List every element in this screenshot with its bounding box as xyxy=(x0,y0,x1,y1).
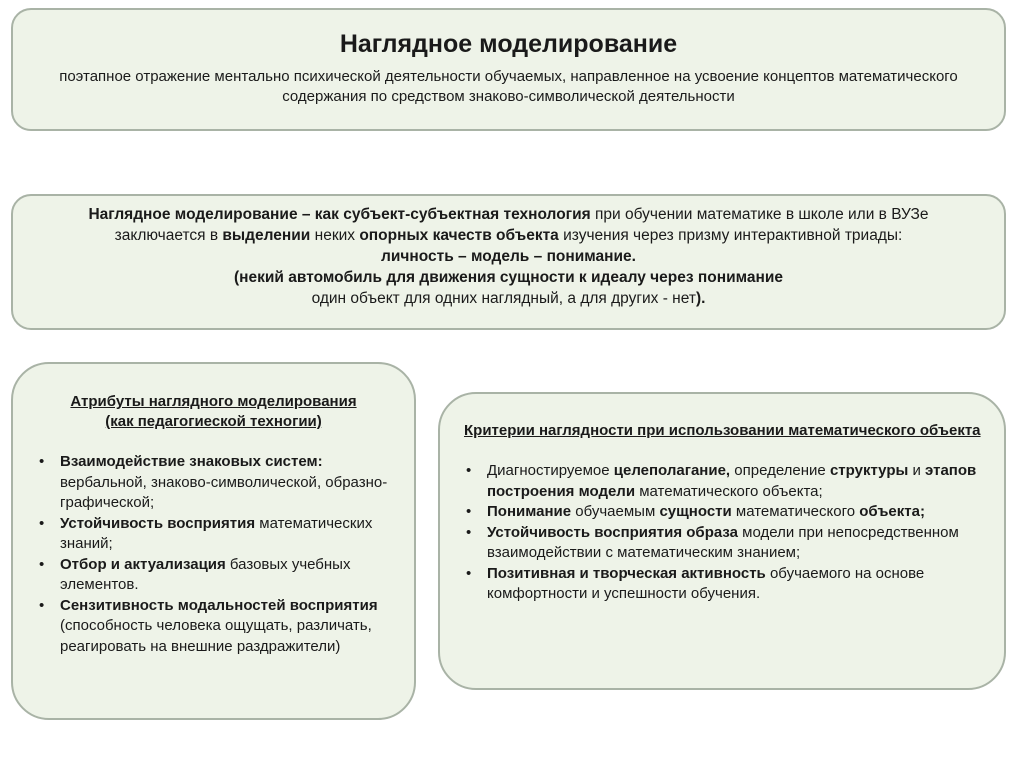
list-item xyxy=(466,502,978,523)
item-text: базовых учебных элементов. xyxy=(60,555,351,593)
tech-term: ). xyxy=(695,290,706,307)
attributes-heading xyxy=(13,392,414,432)
list-item xyxy=(39,452,388,514)
bullet-icon: • xyxy=(39,596,45,614)
item-bold: Сензитивность модальностей восприятия xyxy=(60,596,378,614)
item-text: обучаемого на основе комфортности и успешности обучения. xyxy=(487,564,925,602)
bullet-icon: • xyxy=(466,564,472,582)
bullet-icon: • xyxy=(466,462,472,479)
item-text: математических знаний; xyxy=(60,514,373,552)
tech-term: Наглядное моделирование – как субъект-субъектная технология xyxy=(88,206,591,223)
criteria-heading: Критерии наглядности при использовании математического объекта xyxy=(464,422,981,439)
item-bold: объекта; xyxy=(859,503,925,520)
list-item xyxy=(466,461,978,502)
definition-text: поэтапное отражение ментально психической деятельности обучаемых, направленное на усвоение концептов математического содержания по средством знаково-символической деятельности xyxy=(59,68,958,105)
bullet-icon: • xyxy=(466,503,472,520)
tech-text: неких xyxy=(310,227,360,244)
item-text: математического xyxy=(731,503,860,520)
bullet-icon: • xyxy=(466,523,472,541)
item-bold: Отбор и актуализация xyxy=(60,555,226,573)
item-text: и xyxy=(908,462,926,479)
item-bold: целеполагание, xyxy=(613,462,731,479)
tech-text: заключается в xyxy=(114,227,223,244)
list-item xyxy=(466,564,978,605)
item-text: определение xyxy=(730,462,830,479)
criteria-list xyxy=(466,461,978,605)
item-text: обучаемым xyxy=(571,503,660,520)
item-bold: структуры xyxy=(829,462,909,479)
item-text: вербальной, знаково-символической, образно-графической; xyxy=(60,473,388,511)
attributes-panel xyxy=(11,362,416,720)
list-item xyxy=(466,523,978,564)
item-text: (способность человека ощущать, различать, реагировать на внешние раздражители) xyxy=(60,617,372,655)
list-item xyxy=(39,596,388,658)
item-text: математического объекта; xyxy=(635,482,823,500)
attributes-list xyxy=(39,452,388,657)
tech-text: при обучении математике в школе или в ВУЗе xyxy=(590,206,929,223)
item-bold: Понимание xyxy=(487,503,572,520)
criteria-panel xyxy=(438,392,1006,690)
definition-panel xyxy=(11,8,1006,131)
item-text: Диагностируемое xyxy=(487,462,614,479)
list-item xyxy=(39,514,388,555)
attributes-heading-line: Атрибуты наглядного моделирования xyxy=(70,393,357,410)
triad-text: личность – модель – понимание. xyxy=(381,248,636,265)
tech-term: выделении xyxy=(222,227,311,244)
bullet-icon: • xyxy=(39,514,45,532)
page-title: Наглядное моделирование xyxy=(339,30,678,58)
bullet-icon: • xyxy=(39,453,45,470)
tech-term: опорных качеств объекта xyxy=(359,227,559,244)
metaphor-text: (некий автомобиль для движения сущности к идеалу через понимание xyxy=(233,269,784,286)
item-bold: Устойчивость восприятия xyxy=(60,514,256,532)
technology-panel xyxy=(11,194,1006,330)
item-bold: Позитивная и творческая активность xyxy=(487,564,766,582)
item-bold: Взаимодействие знаковых систем: xyxy=(60,453,323,470)
bullet-icon: • xyxy=(39,555,45,573)
list-item xyxy=(39,555,388,596)
item-bold: этапов построения модели xyxy=(487,462,977,500)
tech-text: изучения через призму интерактивной триады: xyxy=(558,227,903,244)
item-bold: Устойчивость восприятия образа xyxy=(487,523,738,541)
tech-text: один объект для одних наглядный, а для других - нет xyxy=(311,290,696,307)
item-text: модели при непосредственном взаимодействии с математическим знанием; xyxy=(487,523,959,561)
attributes-heading-line: (как педагогиеской техногии) xyxy=(105,413,322,430)
technology-text xyxy=(13,204,1004,309)
item-bold: сущности xyxy=(659,503,732,520)
